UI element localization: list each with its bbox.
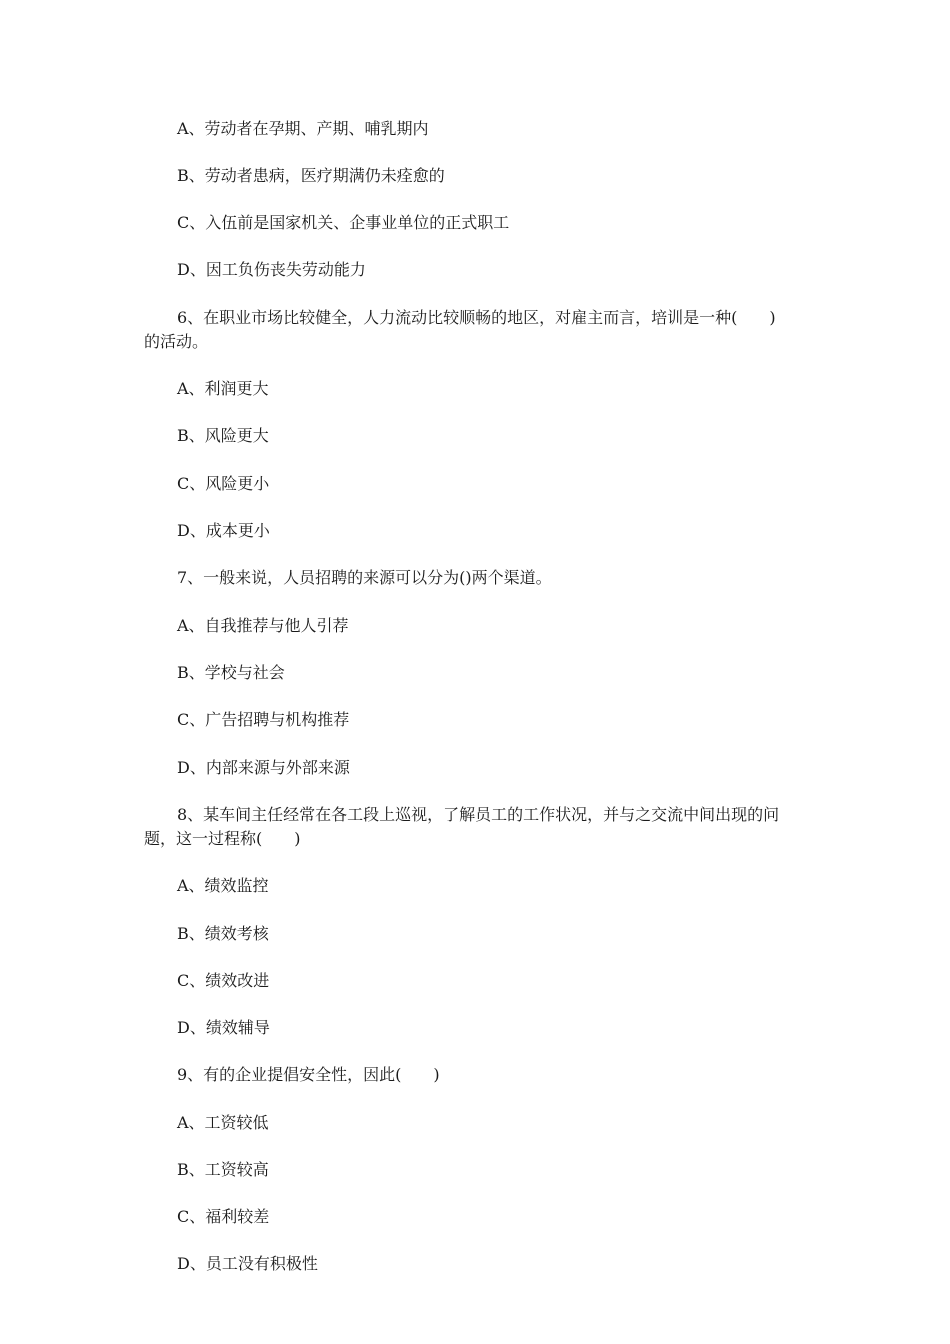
q9-option-b: B、工资较高 — [177, 1160, 269, 1179]
q8-stem: 8、某车间主任经常在各工段上巡视，了解员工的工作状况，并与之交流中间出现的问 — [177, 805, 780, 824]
q6-stem: 6、在职业市场比较健全，人力流动比较顺畅的地区，对雇主而言，培训是一种( ) — [177, 308, 776, 327]
q8-option-c: C、绩效改进 — [177, 971, 270, 990]
q5-option-a: A、劳动者在孕期、产期、哺乳期内 — [177, 119, 429, 138]
q6-stem-continued: 的活动。 — [144, 332, 209, 351]
q9-option-c: C、福利较差 — [177, 1207, 270, 1226]
q9-stem: 9、有的企业提倡安全性，因此( ) — [177, 1065, 440, 1084]
q9-option-a: A、工资较低 — [177, 1113, 269, 1132]
q8-stem-continued: 题，这一过程称( ) — [144, 829, 301, 848]
q7-option-a: A、自我推荐与他人引荐 — [177, 616, 349, 635]
q5-option-b: B、劳动者患病，医疗期满仍未痊愈的 — [177, 166, 445, 185]
q6-option-a: A、利润更大 — [177, 379, 269, 398]
q5-option-c: C、入伍前是国家机关、企事业单位的正式职工 — [177, 213, 510, 232]
q8-option-a: A、绩效监控 — [177, 876, 269, 895]
q5-option-d: D、因工负伤丧失劳动能力 — [177, 260, 366, 279]
q8-option-b: B、绩效考核 — [177, 924, 269, 943]
q6-option-c: C、风险更小 — [177, 474, 270, 493]
q7-option-c: C、广告招聘与机构推荐 — [177, 710, 350, 729]
q6-option-d: D、成本更小 — [177, 521, 270, 540]
q8-option-d: D、绩效辅导 — [177, 1018, 270, 1037]
q7-stem: 7、一般来说，人员招聘的来源可以分为()两个渠道。 — [177, 568, 552, 587]
q6-option-b: B、风险更大 — [177, 426, 269, 445]
q7-option-b: B、学校与社会 — [177, 663, 285, 682]
q9-option-d: D、员工没有积极性 — [177, 1254, 318, 1273]
q7-option-d: D、内部来源与外部来源 — [177, 758, 350, 777]
